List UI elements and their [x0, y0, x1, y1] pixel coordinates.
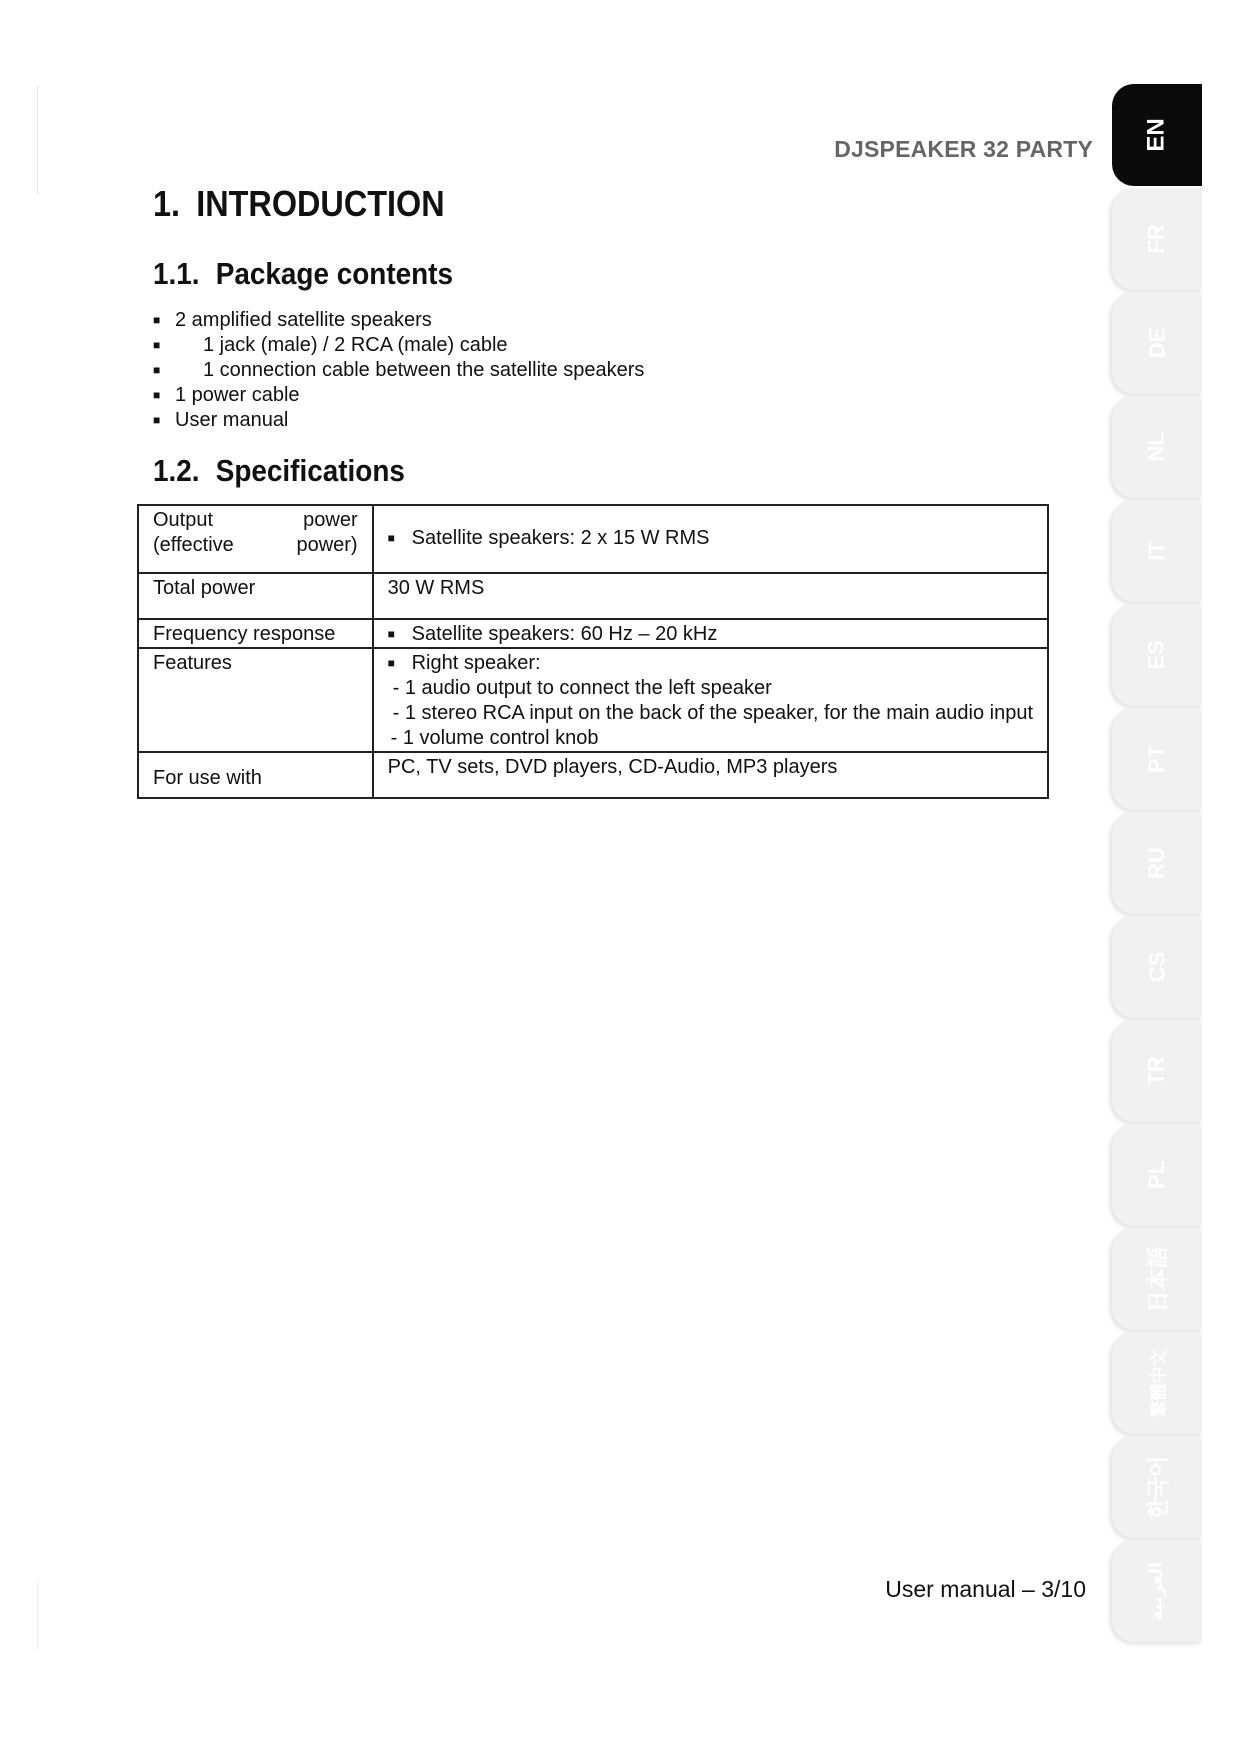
table-row	[138, 505, 1048, 573]
tab-ko[interactable]	[1112, 1436, 1202, 1538]
table-label-cell	[138, 573, 373, 619]
list-item	[153, 333, 644, 358]
section-package-contents-heading	[153, 256, 453, 292]
list-item	[153, 308, 644, 333]
row-label: Output power (effective power)	[153, 509, 358, 556]
table-label-cell	[138, 505, 373, 573]
row-label: For use with	[153, 767, 262, 789]
list-item	[153, 358, 644, 383]
section-title: INTRODUCTION	[196, 183, 445, 224]
table-row	[138, 648, 1048, 752]
list-item-text: User manual	[175, 409, 289, 431]
value-text: - 1 stereo RCA input on the back of the speaker, for the main audio input	[392, 702, 1033, 724]
tab-label: العربية	[1146, 1561, 1167, 1621]
package-contents-list	[153, 308, 644, 433]
table-value-cell	[373, 648, 1048, 752]
list-item-text: 1 connection cable between the satellite speakers	[203, 359, 645, 381]
row-label: Frequency response	[153, 623, 336, 645]
table-value-cell	[373, 573, 1048, 619]
table-label-cell	[138, 752, 373, 798]
list-item-text: 1 power cable	[175, 384, 300, 406]
value-line	[388, 651, 1033, 676]
value-text: - 1 volume control knob	[390, 727, 599, 749]
list-item-text: 1 jack (male) / 2 RCA (male) cable	[203, 334, 508, 356]
value-text: Satellite speakers: 60 Hz – 20 kHz	[411, 623, 718, 645]
square-bullet-icon: ■	[153, 388, 161, 402]
list-item	[153, 408, 644, 433]
page-margin-line	[37, 86, 38, 194]
tab-pt[interactable]	[1112, 708, 1202, 810]
tab-en[interactable]	[1112, 84, 1202, 186]
tab-it[interactable]	[1112, 500, 1202, 602]
row-label: Total power	[153, 577, 256, 599]
table-row	[138, 619, 1048, 648]
tab-label: NL	[1143, 432, 1169, 462]
value-text: - 1 audio output to connect the left speaker	[392, 677, 772, 699]
tab-nl[interactable]	[1112, 396, 1202, 498]
table-value-cell	[373, 505, 1048, 573]
row-label: Features	[153, 652, 232, 674]
section-number: 1.1.	[153, 256, 200, 291]
section-introduction-heading	[153, 183, 445, 225]
list-item	[153, 383, 644, 408]
tab-de[interactable]	[1112, 292, 1202, 394]
table-value-cell	[373, 619, 1048, 648]
tab-label: FR	[1143, 224, 1169, 254]
value-text: 30 W RMS	[387, 577, 485, 599]
square-bullet-icon: ■	[387, 531, 395, 545]
language-tab-bar	[1112, 84, 1202, 1644]
tab-label: 한국어	[1145, 1455, 1171, 1519]
value-text: Satellite speakers: 2 x 15 W RMS	[411, 527, 710, 549]
specifications-table	[137, 504, 1049, 799]
square-bullet-icon: ■	[153, 413, 161, 427]
section-title: Package contents	[215, 256, 453, 291]
section-number: 1.2.	[153, 453, 200, 488]
table-value-cell	[373, 752, 1048, 798]
tab-label: 日本語	[1145, 1245, 1171, 1313]
square-bullet-icon: ■	[387, 656, 395, 670]
tab-fr[interactable]	[1112, 188, 1202, 290]
table-row	[138, 752, 1048, 798]
tab-label: 繁體中文	[1149, 1349, 1169, 1417]
tab-tr[interactable]	[1112, 1020, 1202, 1122]
tab-ja[interactable]	[1112, 1228, 1202, 1330]
tab-label: IT	[1144, 541, 1169, 561]
value-text: Right speaker:	[411, 652, 541, 674]
list-item-text: 2 amplified satellite speakers	[175, 309, 432, 331]
tab-label: DE	[1144, 327, 1169, 359]
value-text: PC, TV sets, DVD players, CD-Audio, MP3 players	[387, 756, 838, 778]
value-line	[388, 526, 1033, 551]
tab-ar[interactable]	[1112, 1540, 1202, 1642]
page-margin-line	[37, 1580, 38, 1650]
tab-ru[interactable]	[1112, 812, 1202, 914]
square-bullet-icon: ■	[153, 363, 161, 377]
header-product-title: DJSPEAKER 32 PARTY	[834, 136, 1093, 162]
tab-label: PL	[1144, 1160, 1169, 1190]
tab-es[interactable]	[1112, 604, 1202, 706]
table-label-cell	[138, 619, 373, 648]
page-footer: User manual – 3/10	[885, 1576, 1086, 1602]
tab-label: EN	[1143, 118, 1170, 152]
table-row	[138, 573, 1048, 619]
tab-pl[interactable]	[1112, 1124, 1202, 1226]
section-number: 1.	[153, 183, 181, 224]
square-bullet-icon: ■	[387, 627, 395, 641]
section-specifications-heading	[153, 453, 405, 489]
tab-label: ES	[1143, 640, 1169, 670]
tab-label: RU	[1144, 847, 1169, 879]
square-bullet-icon: ■	[153, 313, 161, 327]
square-bullet-icon: ■	[153, 338, 161, 352]
tab-label: TR	[1143, 1056, 1169, 1086]
table-label-cell	[138, 648, 373, 752]
tab-cs[interactable]	[1112, 916, 1202, 1018]
tab-label: PT	[1144, 744, 1169, 774]
tab-label: CS	[1144, 951, 1169, 983]
section-title: Specifications	[215, 453, 405, 488]
tab-zh[interactable]	[1112, 1332, 1202, 1434]
value-line	[388, 622, 1033, 647]
